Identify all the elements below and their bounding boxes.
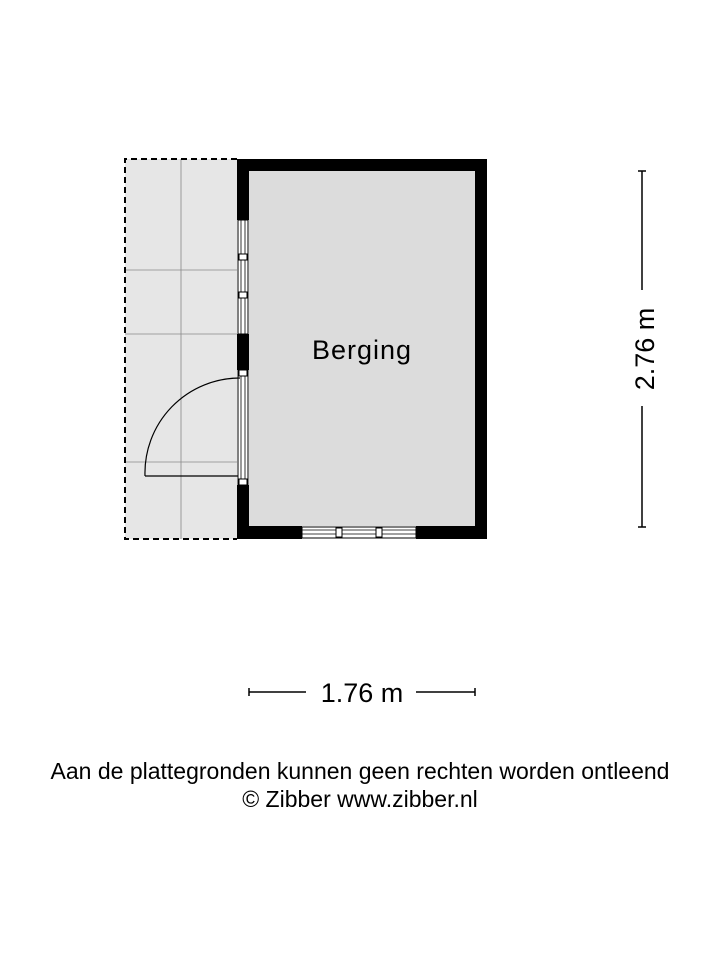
- width-dimension: [249, 678, 475, 708]
- terrace-area: [125, 159, 237, 539]
- bottom-window: [302, 527, 416, 538]
- width-dimension-label: 1.76 m: [320, 678, 404, 708]
- height-dimension-label: 2.76 m: [630, 307, 660, 391]
- left-window: [238, 220, 248, 334]
- disclaimer-text: Aan de plattegronden kunnen geen rechten worden ontleend: [50, 758, 670, 784]
- copyright-text: © Zibber www.zibber.nl: [242, 786, 478, 812]
- room-label: Berging: [311, 335, 413, 365]
- height-dimension: [630, 171, 660, 527]
